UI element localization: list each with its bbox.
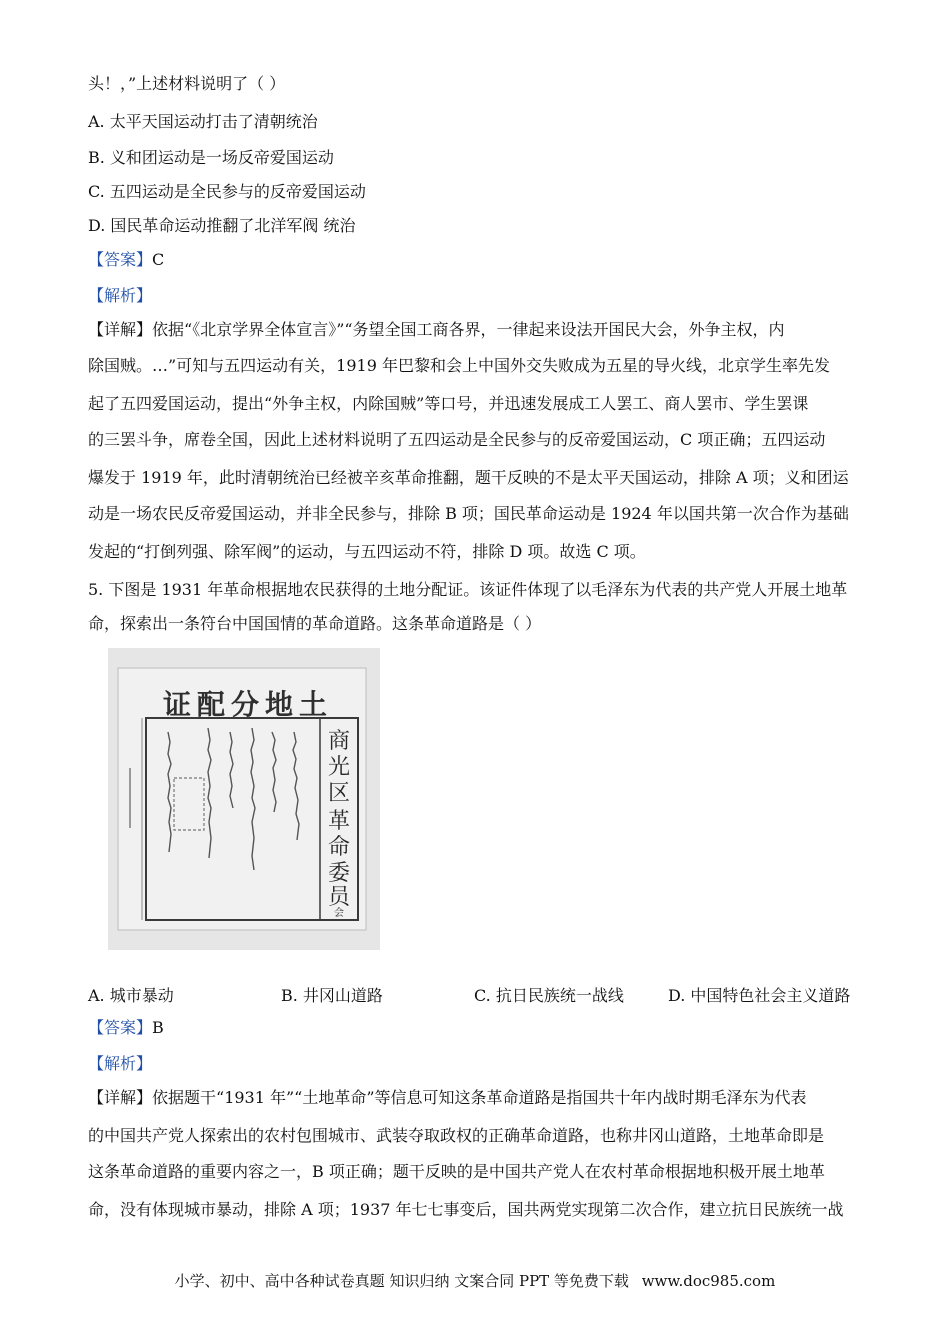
detail-text: 依据“《北京学界全体宣言》”“务望全国工商各界，一律起来设法开国民大会，外争主权，内	[152, 320, 785, 339]
q5-option-a: A. 城市暴动	[88, 986, 174, 1005]
q4-answer	[88, 250, 164, 270]
answer-value: C	[152, 250, 165, 269]
svg-text:革: 革	[327, 809, 351, 834]
q5-detail-line	[88, 1088, 807, 1108]
land-certificate-image	[108, 648, 380, 950]
footer-link[interactable]: www.doc985.com	[641, 1272, 776, 1290]
q5-answer	[88, 1018, 164, 1038]
q4-option-d: D. 国民革命运动推翻了北洋军阀 统治	[88, 216, 356, 235]
answer-tag: 【答案】	[88, 1018, 153, 1037]
svg-text:光: 光	[327, 755, 351, 780]
q4-detail-line: 起了五四爱国运动，提出“外争主权，内除国贼”等口号，并迅速发展成工人罢工、商人罢市、学生罢课	[88, 394, 809, 413]
answer-tag: 【答案】	[88, 250, 153, 269]
q4-stem-tail: 头！，”上述材料说明了（ ）	[88, 74, 286, 93]
page-footer	[0, 1270, 950, 1291]
q5-detail-line: 这条革命道路的重要内容之一，B 项正确；题干反映的是中国共产党人在农村革命根据地积极开展土地革	[88, 1162, 825, 1181]
q4-option-b: B. 义和团运动是一场反帝爱国运动	[88, 148, 334, 167]
detail-tag: 【详解】	[88, 320, 153, 339]
q4-option-a: A. 太平天国运动打击了清朝统治	[88, 112, 318, 131]
svg-text:商: 商	[327, 729, 351, 754]
svg-text:会: 会	[334, 908, 344, 919]
q5-detail-line: 命，没有体现城市暴动，排除 A 项；1937 年七七事变后，国共两党实现第二次合作，建立抗日民族统一战	[88, 1200, 844, 1219]
q5-stem-line: 命，探索出一条符台中国国情的革命道路。这条革命道路是（ ）	[88, 614, 542, 633]
committee-column	[328, 729, 352, 919]
q4-detail-line: 动是一场农民反帝爱国运动，并非全民参与，排除 B 项；国民革命运动是 1924 年以国共第一次合作为基础	[88, 504, 849, 523]
q5-stem-line: 5. 下图是 1931 年革命根据地农民获得的土地分配证。该证件体现了以毛泽东为代表的共产党人开展土地革	[88, 580, 848, 599]
q4-detail-line	[88, 320, 785, 340]
q4-detail-line: 的三罢斗争，席卷全国，因此上述材料说明了五四运动是全民参与的反帝爱国运动，C 项正确；五四运动	[88, 430, 826, 449]
q5-analysis-tag: 【解析】	[88, 1054, 153, 1073]
svg-text:员: 员	[327, 885, 351, 910]
svg-text:命: 命	[327, 835, 351, 860]
q4-option-c: C. 五四运动是全民参与的反帝爱国运动	[88, 182, 366, 201]
q4-analysis-tag: 【解析】	[88, 286, 153, 305]
q4-detail-line: 发起的“打倒列强、除军阀”的运动，与五四运动不符，排除 D 项。故选 C 项。	[88, 542, 646, 561]
svg-text:委: 委	[327, 861, 351, 886]
detail-text: 依据题干“1931 年”“土地革命”等信息可知这条革命道路是指国共十年内战时期毛泽东为代表	[152, 1088, 807, 1107]
answer-value: B	[152, 1018, 164, 1037]
svg-text:区: 区	[327, 781, 351, 806]
footer-text: 小学、初中、高中各种试卷真题 知识归纳 文案合同 PPT 等免费下载	[174, 1272, 629, 1290]
q5-option-c: C. 抗日民族统一战线	[474, 986, 624, 1005]
detail-tag: 【详解】	[88, 1088, 153, 1107]
q5-option-d: D. 中国特色社会主义道路	[668, 986, 851, 1005]
certificate-header: 证配分地土	[162, 688, 334, 721]
q5-option-b: B. 井冈山道路	[281, 986, 383, 1005]
land-certificate-drawing	[108, 648, 380, 950]
q4-detail-line: 除国贼。…”可知与五四运动有关，1919 年巴黎和会上中国外交失败成为五星的导火线，北京学生率先发	[88, 356, 830, 375]
q4-detail-line: 爆发于 1919 年，此时清朝统治已经被辛亥革命推翻，题干反映的不是太平天国运动，排除 A 项；义和团运	[88, 468, 849, 487]
q5-detail-line: 的中国共产党人探索出的农村包围城市、武装夺取政权的正确革命道路，也称井冈山道路，土地革命即是	[88, 1126, 825, 1145]
